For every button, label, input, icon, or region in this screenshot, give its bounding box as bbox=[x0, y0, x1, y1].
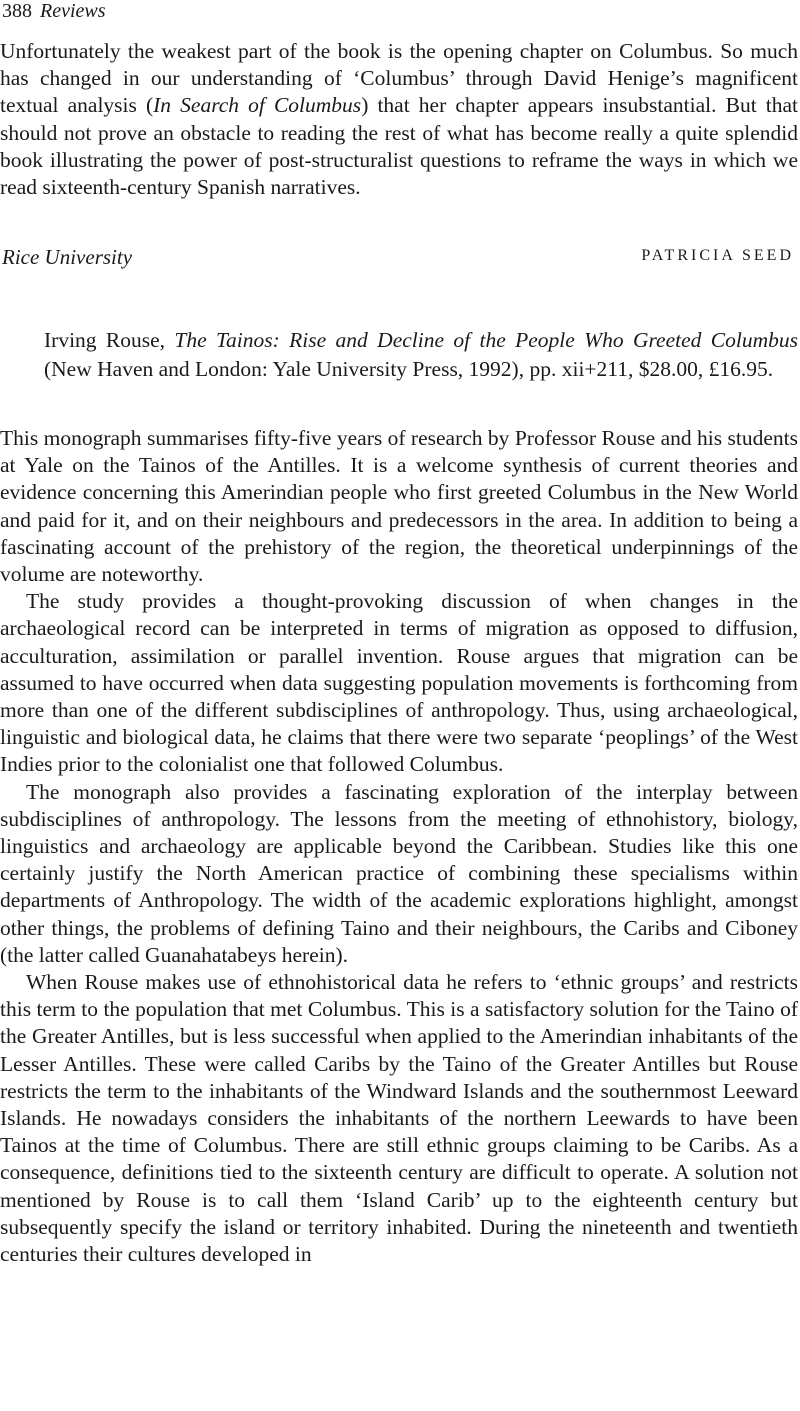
page-number: 388 bbox=[2, 0, 32, 22]
citation-details: (New Haven and London: Yale University Press, 1992), pp. xii+211, $28.00, £16.95. bbox=[44, 357, 774, 381]
reviewer-affiliation: Rice University bbox=[2, 245, 133, 269]
review1-text-b: ) that her chapter appears insubstantial. But that should not prove an obstacle to reading the rest of what has become really a quite splendid book illustrating the power of post-structuralist questions to reframe the ways in which we read sixteenth-century Spanish narratives. bbox=[0, 93, 799, 200]
review1-paragraph-text bbox=[0, 38, 798, 201]
review2-paragraph: This monograph summarises fifty-five years of research by Professor Rouse and his students at Yale on the Tainos of the Antilles. It is a welcome synthesis of current theories and evidence concerning this Amerindian people who first greeted Columbus in the New World and paid for it, and on their neighbours and predecessors in the area. In addition to being a fascinating account of the prehistory of the region, the theoretical underpinnings of the volume are noteworthy. bbox=[0, 426, 798, 587]
citation-book-title: The Tainos: Rise and Decline of the People Who Greeted Columbus bbox=[174, 328, 798, 352]
review2-paragraph: When Rouse makes use of ethnohistorical data he refers to ‘ethnic groups’ and restricts this term to the population that met Columbus. This is a satisfactory solution for the Taino of the Greater Antilles, but is less successful when applied to the Amerindian inhabitants of the Lesser Antilles. These were called Caribs by the Taino of the Greater Antilles but Rouse restricts the term to the inhabitants of the Windward Islands and the southernmost Leeward Islands. He nowadays considers the inhabitants of the northern Leewards to have been Tainos at the time of Columbus. There are still ethnic groups claiming to be Caribs. As a consequence, definitions tied to the sixteenth century are difficult to operate. A solution not mentioned by Rouse is to call them ‘Island Carib’ up to the eighteenth century but subsequently specify the island or territory inhabited. During the nineteenth and twentieth centuries their cultures developed in bbox=[0, 970, 798, 1267]
review1-signature bbox=[0, 245, 798, 275]
running-head bbox=[2, 0, 106, 24]
reviewer-name: PATRICIA SEED bbox=[641, 247, 794, 264]
review1-text-a: Unfortunately the weakest part of the book is the opening chapter on Columbus. So much has changed in our understanding of ‘Columbus’ through David Henige’s magnificent textual analysis ( bbox=[0, 39, 798, 118]
citation-author: Irving Rouse, bbox=[44, 328, 175, 352]
review1-closing-paragraph bbox=[0, 38, 798, 201]
review2-paragraph: The monograph also provides a fascinating exploration of the interplay between subdisciplines of anthropology. The lessons from the meeting of ethnohistory, biology, linguistics and archaeology are applicable beyond the Caribbean. Studies like this one certainly justify the North American practice of combining these specialisms within departments of Anthropology. The width of the academic explorations highlight, amongst other things, the problems of defining Taino and their neighbours, the Caribs and Ciboney (the latter called Guanahatabeys herein). bbox=[0, 779, 798, 967]
review2-body bbox=[0, 425, 798, 1268]
book-citation bbox=[44, 326, 798, 384]
review2-paragraph: The study provides a thought-provoking discussion of when changes in the archaeological record can be interpreted in terms of migration as opposed to diffusion, acculturation, assimilation or parallel invention. Rouse argues that migration can be assumed to have occurred when data suggesting population movements is forthcoming from more than one of the different subdisciplines of anthropology. Thus, using archaeological, linguistic and biological data, he claims that there were two separate ‘peoplings’ of the West Indies prior to the colonialist one that followed Columbus. bbox=[0, 589, 798, 777]
section-title: Reviews bbox=[40, 0, 106, 22]
book-title-in-search-of-columbus: In Search of Columbus bbox=[153, 93, 362, 118]
